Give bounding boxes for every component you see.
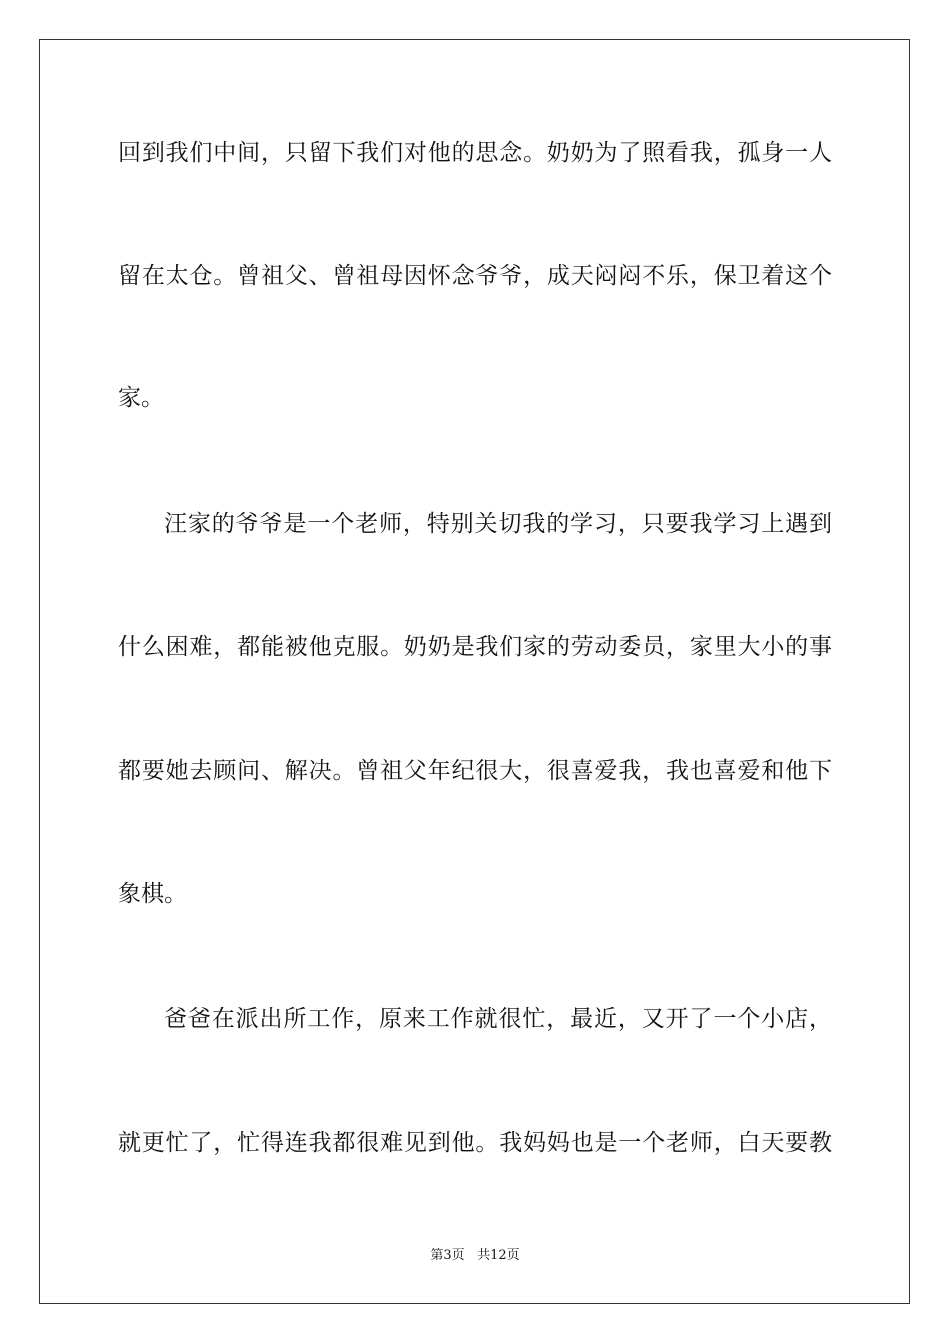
text-line-1: 回到我们中间，只留下我们对他的思念。奶奶为了照看我，孤身一人	[118, 140, 832, 166]
page-footer	[0, 1246, 950, 1266]
footer-page-label: 第	[430, 1248, 444, 1263]
footer-total-pages: 12	[490, 1248, 507, 1263]
text-line-7: 象棋。	[118, 881, 187, 907]
footer-page-number: 3	[443, 1248, 452, 1263]
text-line-6: 都要她去顾问、解决。曾祖父年纪很大，很喜爱我，我也喜爱和他下	[118, 758, 832, 784]
text-line-2: 留在太仓。曾祖父、曾祖母因怀念爷爷，成天闷闷不乐，保卫着这个	[118, 263, 832, 289]
page-border	[39, 39, 910, 1304]
paragraph-start-line-4: 汪家的爷爷是一个老师，特别关切我的学习，只要我学习上遇到	[164, 511, 832, 537]
footer-total-label: 共	[477, 1248, 491, 1263]
footer-total-unit: 页	[506, 1248, 520, 1263]
text-line-9: 就更忙了，忙得连我都很难见到他。我妈妈也是一个老师，白天要教	[118, 1130, 832, 1156]
text-line-3: 家。	[118, 385, 164, 411]
footer-page-unit: 页	[451, 1248, 465, 1263]
text-line-5: 什么困难，都能被他克服。奶奶是我们家的劳动委员，家里大小的事	[118, 634, 832, 660]
paragraph-start-line-8: 爸爸在派出所工作，原来工作就很忙，最近，又开了一个小店，	[164, 1006, 832, 1032]
